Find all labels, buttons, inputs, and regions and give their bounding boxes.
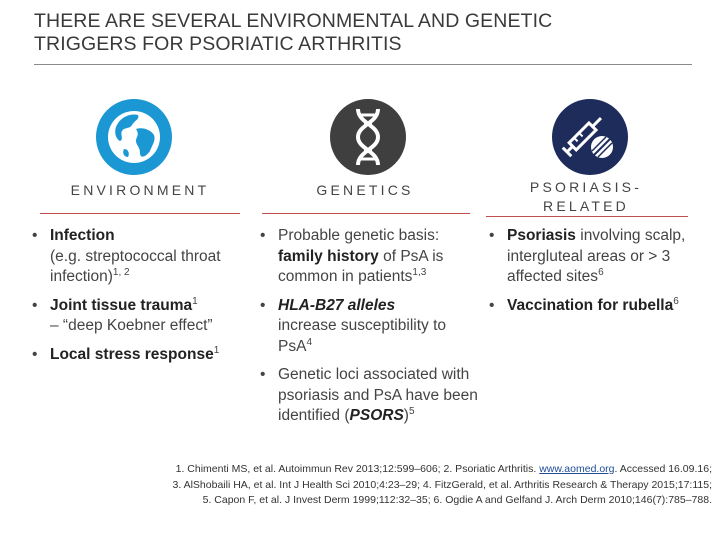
psoriasis-divider: [486, 216, 688, 217]
bullet-text: Probable genetic basis:: [278, 227, 440, 244]
heading-psoriasis-related: [486, 178, 686, 216]
bullet-bold: Psoriasis: [507, 227, 576, 244]
list-item: [258, 365, 478, 427]
bullet-text: (e.g. streptococcal throat infection): [50, 247, 221, 285]
title-line-1: THERE ARE SEVERAL ENVIRONMENTAL AND GENETIC: [34, 10, 553, 32]
list-item: [487, 296, 687, 317]
bullet-bold: Joint tissue trauma: [50, 296, 193, 314]
globe-icon: [94, 97, 174, 177]
list-item: [487, 226, 687, 288]
bullet-text: Genetic loci associated with psoriasis and PsA have been identified (: [278, 366, 478, 424]
heading-psoriasis-line-2: RELATED: [543, 198, 629, 214]
bullet-bold: family history: [278, 247, 379, 265]
heading-psoriasis-line-1: PSORIASIS-: [529, 179, 643, 195]
page-title: [34, 10, 694, 56]
reference-sup: 6: [673, 295, 679, 307]
references: [12, 462, 712, 509]
heading-genetics: GENETICS: [316, 182, 414, 198]
bullet-text: increase susceptibility to PsA: [278, 317, 446, 355]
syringe-pill-icon: [550, 97, 630, 177]
heading-environment: ENVIRONMENT: [70, 182, 210, 198]
reference-sup: 4: [306, 336, 312, 348]
reference-line-3: 5. Capon F, et al. J Invest Derm 1999;112:32–35; 6. Ogdie A and Gelfand J. Arch Derm 2010;146(7):785–788.: [202, 494, 712, 506]
environment-divider: [40, 213, 240, 214]
list-item: [258, 296, 478, 358]
genetics-divider: [262, 213, 470, 214]
reference-link[interactable]: www.aomed.org: [539, 463, 615, 475]
reference-sup: 1: [213, 344, 220, 356]
reference-sup: 1: [192, 295, 198, 307]
reference-sup: 5: [408, 405, 415, 417]
list-item: [30, 296, 245, 337]
reference-line-2: 3. AlShobaili HA, et al. Int J Health Sci 2010;4:23–29; 4. FitzGerald, et al. Arthritis Research & Therapy 2015;17:115;: [172, 478, 712, 491]
title-line-2: TRIGGERS FOR PSORIATIC ARTHRITIS: [34, 33, 402, 55]
reference-sup: 1,3: [412, 266, 427, 278]
reference-line-1: [12, 462, 712, 478]
list-item: [30, 345, 245, 366]
psoriasis-list: [487, 226, 687, 324]
reference-text: 1. Chimenti MS, et al. Autoimmun Rev 2013;12:599–606; 2. Psoriatic Arthritis.: [175, 463, 540, 475]
bullet-bold: PSORS: [349, 407, 404, 424]
list-item: [258, 226, 478, 288]
bullet-text: involving scalp, intergluteal areas or > 3 affected sites: [507, 227, 686, 285]
reference-sup: 1, 2: [112, 266, 130, 278]
bullet-bold: Local stress response: [50, 345, 214, 363]
genetics-list: [258, 226, 478, 435]
bullet-bold: HLA-B27 alleles: [278, 296, 396, 314]
bullet-text: ): [403, 407, 409, 424]
bullet-text: of PsA is common in patients: [278, 247, 444, 285]
environment-list: [30, 226, 245, 373]
bullet-text: – “deep Koebner effect”: [50, 317, 213, 334]
bullet-bold: Vaccination for rubella: [507, 296, 674, 314]
list-item: [30, 226, 245, 288]
title-divider: [34, 64, 692, 65]
reference-sup: 6: [598, 266, 604, 278]
bullet-bold: Infection: [50, 227, 115, 244]
reference-text: . Accessed 16.09.16;: [614, 463, 712, 475]
dna-icon: [328, 97, 408, 177]
